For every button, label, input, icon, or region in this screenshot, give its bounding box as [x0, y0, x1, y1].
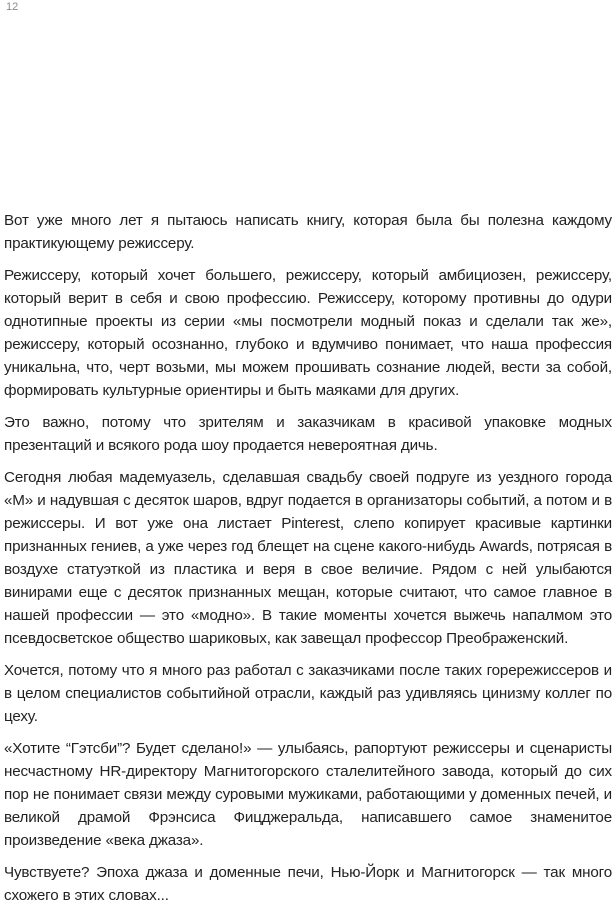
paragraph-7: Чувствуете? Эпоха джаза и доменные печи, Нью-Йорк и Магнитогорск — так много схожего в этих словах... [4, 864, 612, 904]
main-text [4, 209, 612, 916]
paragraph-2: Режиссеру, который хочет большего, режиссеру, который амбициозен, режиссеру, который верит в себя и свою профессию. Режиссеру, которому противны до одури однотипные проекты из серии «мы посмотрели модный показ и сделали так же», режиссеру, который осознанно, глубоко и вдумчиво понимает, что наша профессия уникальна, что, черт возьми, мы можем прошивать сознание людей, вести за собой, формировать культурные ориентиры и быть маяками для других. [4, 267, 612, 399]
paragraph-3: Это важно, потому что зрителям и заказчикам в красивой упаковке модных презентаций и всякого рода шоу продается невероятная дичь. [4, 414, 612, 454]
paragraph-6: «Хотите “Гэтсби”? Будет сделано!» — улыбаясь, рапортуют режиссеры и сценаристы несчастному HR-директору Магнитогорского сталелитейного завода, который до сих пор не понимает связи между суровыми мужиками, работающими у доменных печей, и великой драмой Фрэнсиса Фицджеральда, написавшего самое знаменитое произведение «века джаза». [4, 740, 612, 849]
paragraph-5: Хочется, потому что я много раз работал с заказчиками после таких горережиссеров и в целом специалистов событийной отрасли, каждый раз удивляясь цинизму коллег по цеху. [4, 662, 612, 725]
paragraph-1: Вот уже много лет я пытаюсь написать книгу, которая была бы полезна каждому практикующему режиссеру. [4, 212, 612, 252]
paragraph-4: Сегодня любая мадемуазель, сделавшая свадьбу своей подруге из уездного города «М» и надувшая с десяток шаров, вдруг подается в организаторы событий, а потом и в режиссеры. И вот уже она листает Pinterest, слепо копирует красивые картинки признанных гениев, а уже через год блещет на сцене какого-нибудь Awards, потрясая в воздухе статуэткой из пластика и веря в свое величие. Рядом с ней улыбаются винирами еще с десяток признанных мещан, которые считают, что самое главное в нашей профессии — это «модно». В такие моменты хочется выжечь напалмом это псевдосветское общество шариковых, как завещал профессор Преображенский. [4, 469, 612, 647]
page-number: 12 [6, 1, 19, 13]
